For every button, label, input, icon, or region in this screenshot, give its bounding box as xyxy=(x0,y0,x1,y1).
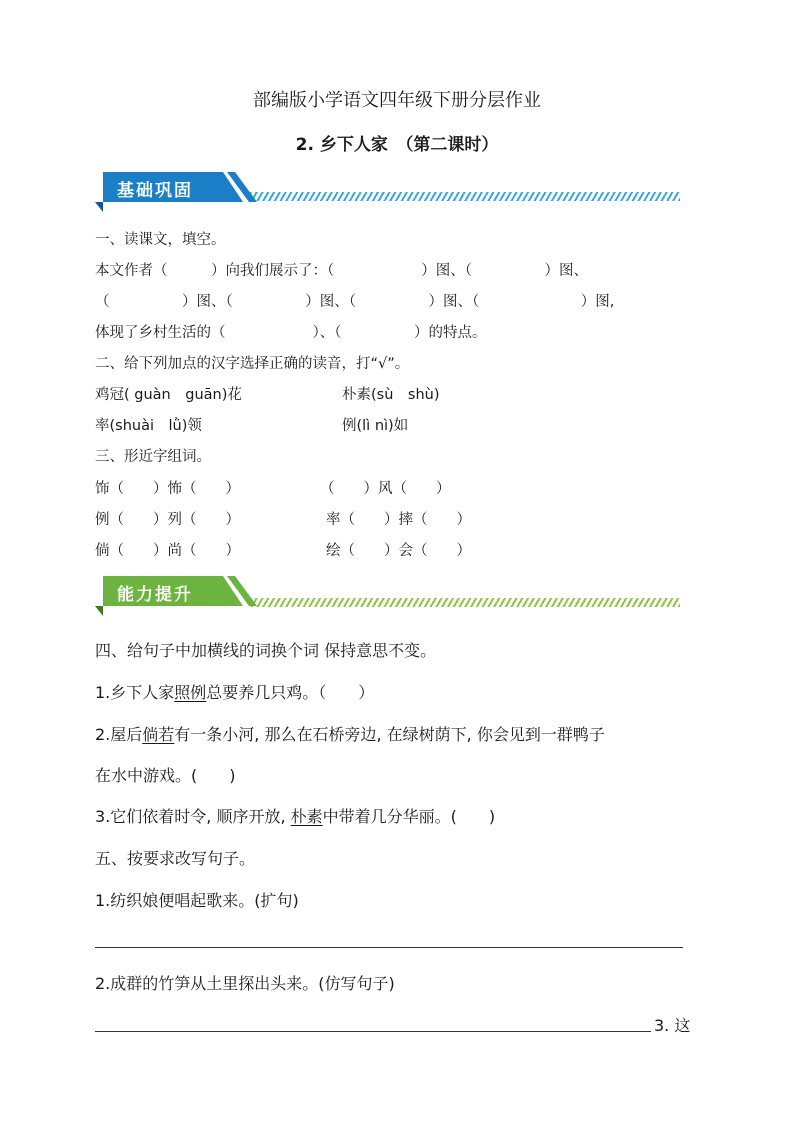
q3-heading: 三、形近字组词。 xyxy=(95,449,211,465)
q4-s1-text: 总要养几只鸡。（ ） xyxy=(206,683,375,702)
banner-hatch-stripe xyxy=(250,192,680,201)
q3-row-2b: 率（ ）摔（ ） xyxy=(326,512,471,528)
q4-sentence-3 xyxy=(95,804,495,827)
q4-s3-text: 中带着几分华丽。( ) xyxy=(322,807,496,826)
q4-sentence-1 xyxy=(95,680,374,703)
q1-line-1: 本文作者（ ）向我们展示了：（ ）图、（ ）图、 xyxy=(95,263,588,279)
q2-item-4: 例(lì nì)如 xyxy=(342,418,409,434)
banner-hatch-stripe xyxy=(250,598,680,607)
section-banner-basic xyxy=(95,170,680,214)
q1-line-3: 体现了乡村生活的（ ）、（ ）的特点。 xyxy=(95,325,487,341)
q3-row-3a: 倘（ ）尚（ ） xyxy=(95,543,240,559)
page-title: 部编版小学语文四年级下册分层作业 xyxy=(253,90,541,111)
q1-line-2: （ ）图、（ ）图、（ ）图、（ ）图, xyxy=(95,294,615,310)
q2-heading: 二、给下列加点的汉字选择正确的读音，打“√”。 xyxy=(95,356,410,372)
section-label-basic: 基础巩固 xyxy=(117,181,193,201)
q5-sentence-1: 1.纺织娘便唱起歌来。(扩句) xyxy=(95,891,299,910)
q5-heading: 五、按要求改写句子。 xyxy=(95,849,256,868)
answer-line[interactable] xyxy=(95,1031,651,1032)
section-banner-ability xyxy=(95,574,680,618)
q3-row-1a: 饰（ ）怖（ ） xyxy=(95,481,240,497)
q5-sentence-2: 2.成群的竹笋从土里探出头来。(仿写句子) xyxy=(95,974,395,993)
section-label-ability: 能力提升 xyxy=(117,585,193,605)
q2-item-1: 鸡冠( guàn guān)花 xyxy=(95,387,242,403)
q4-s2-text: 2.屋后 xyxy=(95,725,143,744)
answer-line[interactable] xyxy=(95,947,683,948)
q3-row-3b: 绘（ ）会（ ） xyxy=(326,543,471,559)
q2-item-3: 率(shuài lǜ)领 xyxy=(95,418,202,434)
q4-s1-underlined-word: 照例 xyxy=(174,683,207,702)
q4-heading: 四、给句子中加横线的词换个词 保持意思不变。 xyxy=(95,641,437,660)
q4-s2-underlined-word: 倘若 xyxy=(142,725,175,744)
q4-sentence-2-continued: 在水中游戏。( ) xyxy=(95,766,236,785)
q4-s2-text: 有一条小河, 那么在石桥旁边, 在绿树荫下, 你会见到一群鸭子 xyxy=(174,725,605,744)
q4-s3-underlined-word: 朴素 xyxy=(290,807,323,826)
q2-item-2: 朴素(sù shù) xyxy=(342,387,440,403)
q4-s1-text: 1.乡下人家 xyxy=(95,683,175,702)
q4-sentence-2 xyxy=(95,722,605,745)
q5-sentence-3-start: 3. 这 xyxy=(654,1016,691,1035)
q3-row-2a: 例（ ）列（ ） xyxy=(95,512,240,528)
lesson-subtitle: 2. 乡下人家 （第二课时） xyxy=(295,135,499,155)
q4-s3-text: 3.它们依着时令, 顺序开放, xyxy=(95,807,291,826)
q1-heading: 一、读课文，填空。 xyxy=(95,232,226,248)
q3-row-1b: （ ）风（ ） xyxy=(320,481,451,497)
